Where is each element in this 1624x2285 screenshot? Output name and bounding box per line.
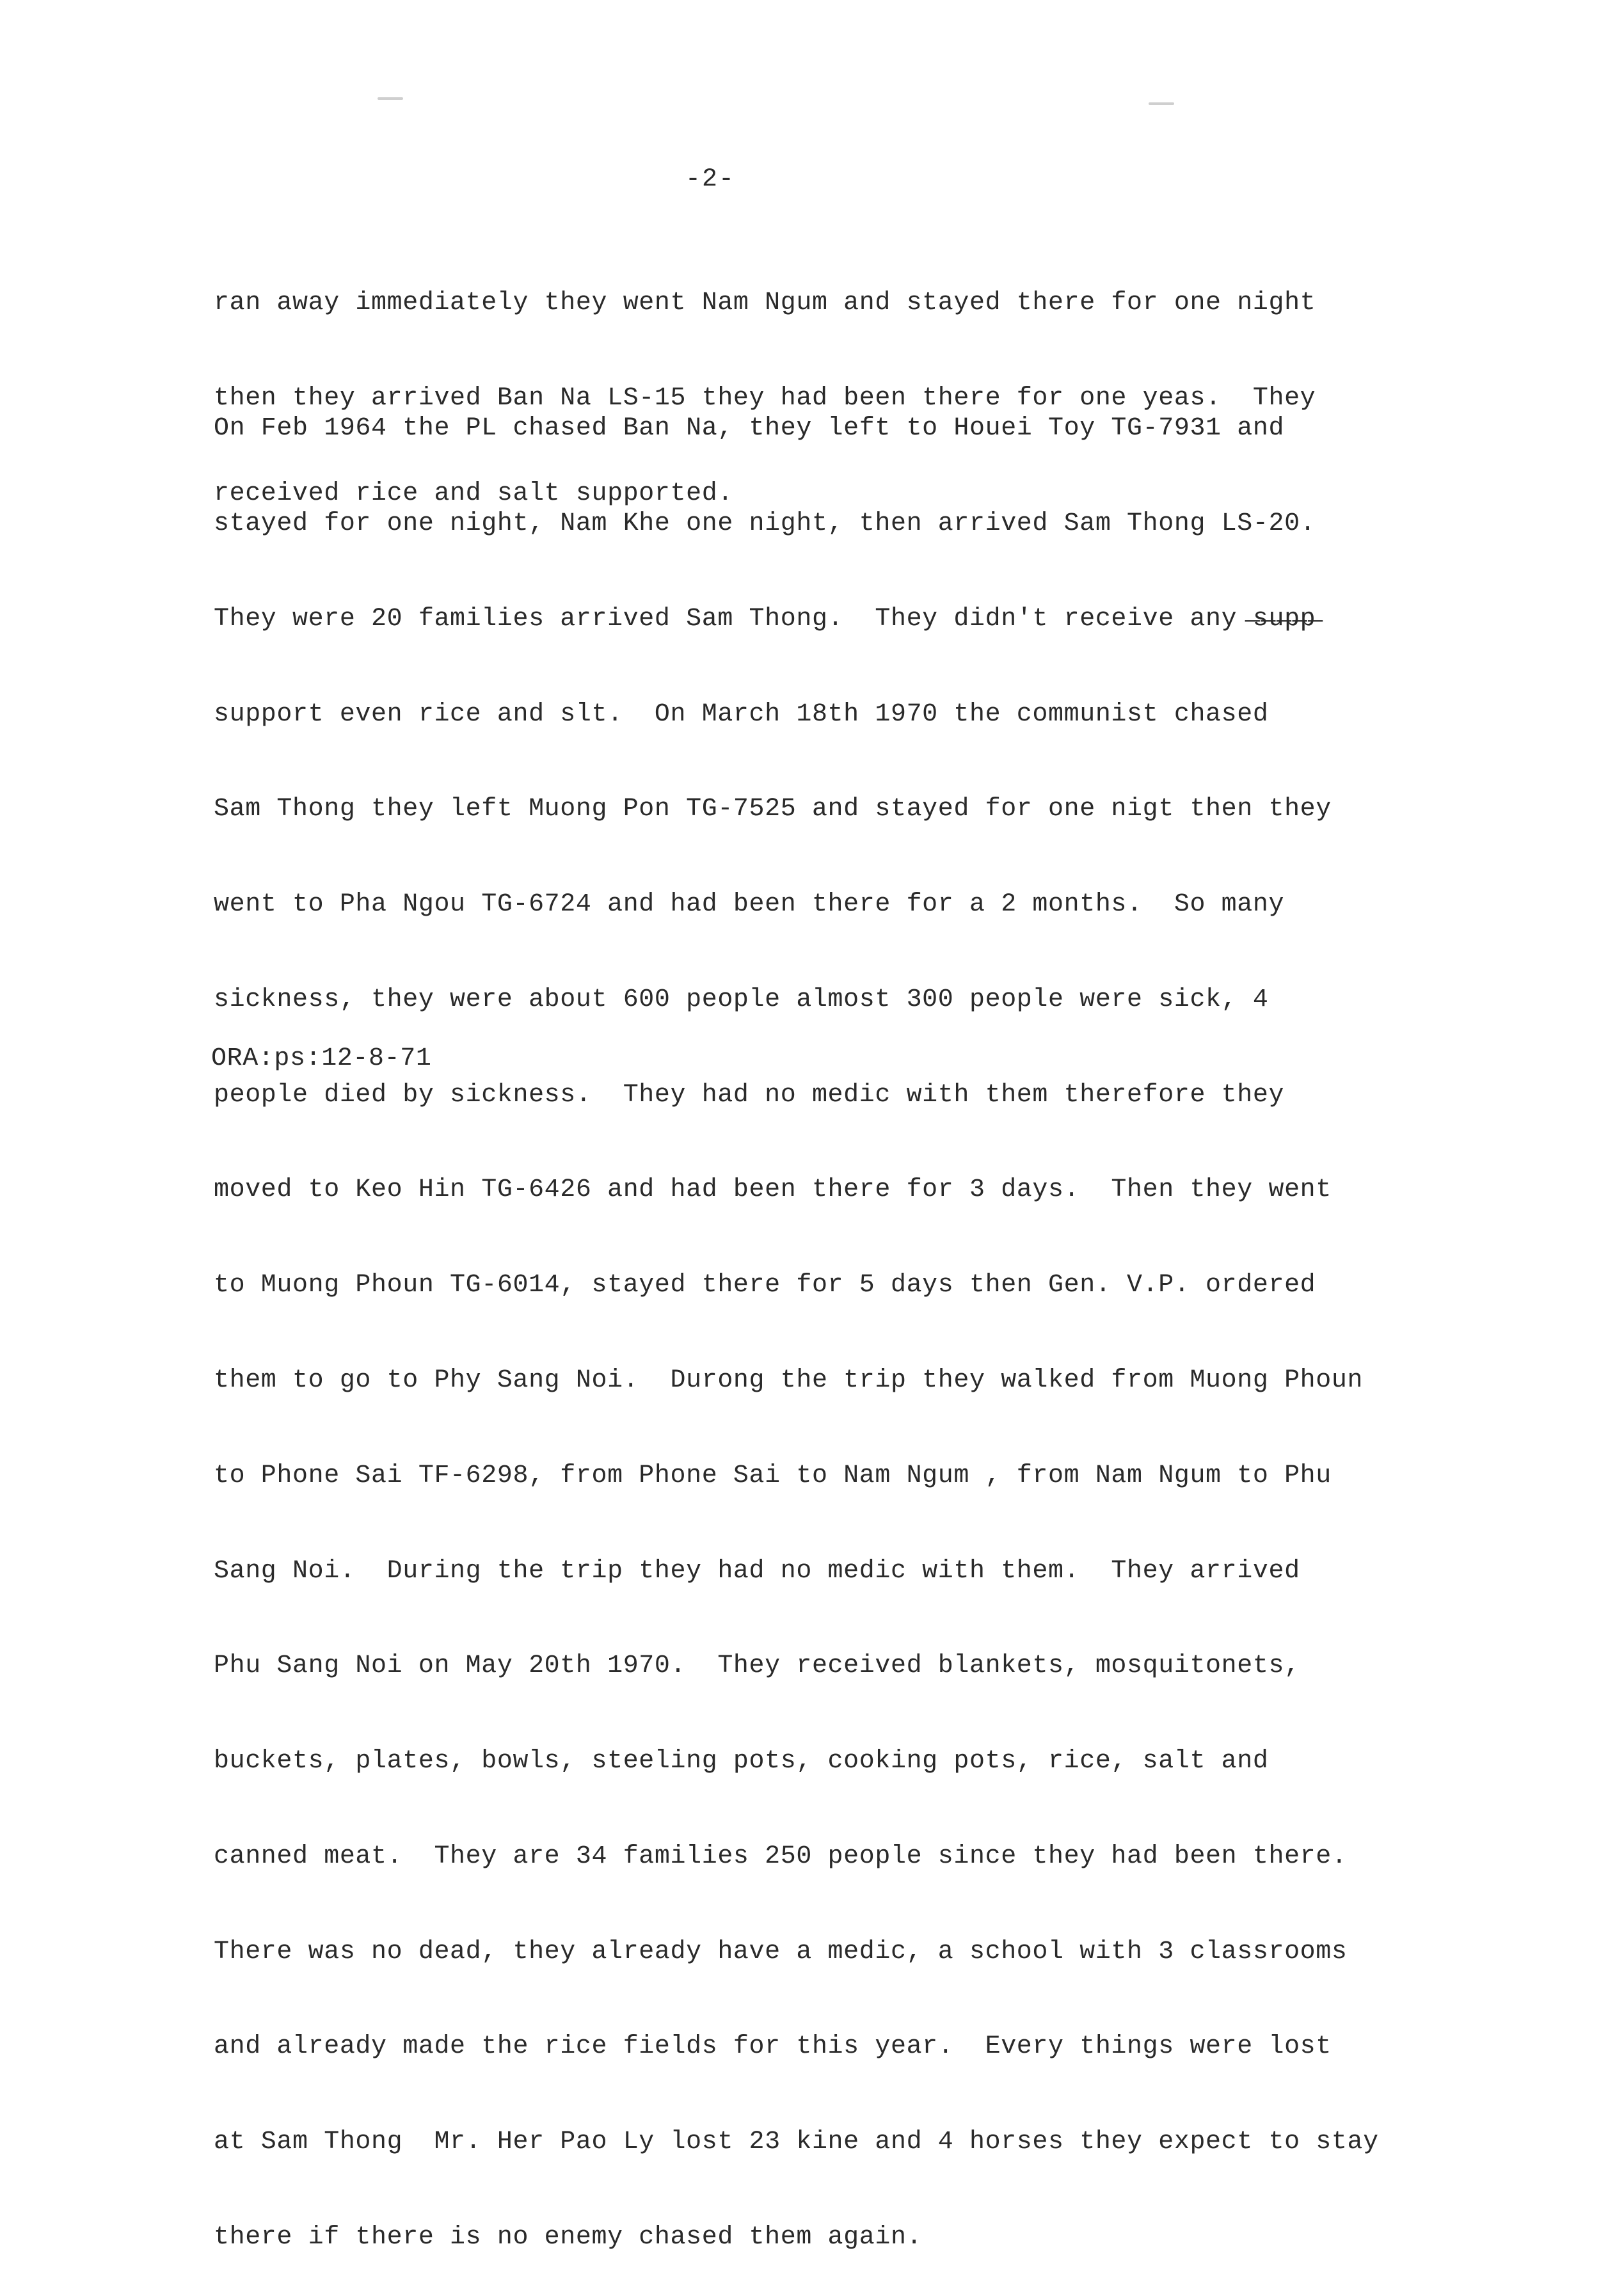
paragraph-2-line: there if there is no enemy chased them again.: [214, 2223, 923, 2252]
paragraph-1-line: ran away immediately they went Nam Ngum and stayed there for one night: [214, 289, 1316, 318]
paragraph-2-line: moved to Keo Hin TG-6426 and had been there for 3 days. Then they went: [214, 1175, 1332, 1205]
paragraph-2-line: them to go to Phy Sang Noi. Durong the trip they walked from Muong Phoun: [214, 1366, 1364, 1395]
paragraph-2-line: to Muong Phoun TG-6014, stayed there for 5 days then Gen. V.P. ordered: [214, 1271, 1316, 1300]
paragraph-1-line: received rice and salt supported.: [214, 479, 733, 508]
paragraph-2-line: people died by sickness. They had no medic with them therefore they: [214, 1080, 1285, 1110]
page-number: -2-: [685, 165, 735, 194]
reference-line: ORA:ps:12-8-71: [211, 1044, 432, 1073]
paragraph-2-line: sickness, they were about 600 people almost 300 people were sick, 4: [214, 985, 1269, 1014]
paragraph-2-line: went to Pha Ngou TG-6724 and had been there for a 2 months. So many: [214, 890, 1285, 920]
paragraph-2: [214, 349, 1429, 2285]
paragraph-2-line: at Sam Thong Mr. Her Pao Ly lost 23 kine and 4 horses they expect to stay: [214, 2128, 1379, 2157]
paragraph-2-line: stayed for one night, Nam Khe one night, then arrived Sam Thong LS-20.: [214, 509, 1316, 538]
paragraph-2-line: canned meat. They are 34 families 250 people since they had been there.: [214, 1842, 1348, 1871]
paragraph-2-line: Sang Noi. During the trip they had no medic with them. They arrived: [214, 1556, 1300, 1586]
paragraph-2-line: There was no dead, they already have a medic, a school with 3 classrooms: [214, 1937, 1348, 1966]
paragraph-2-line: They were 20 families arrived Sam Thong. They didn't receive any ̶s̶u̶p̶p̶: [214, 604, 1316, 633]
paragraph-2-line: On Feb 1964 the PL chased Ban Na, they left to Houei Toy TG-7931 and: [214, 414, 1285, 443]
paragraph-2-line: Sam Thong they left Muong Pon TG-7525 and stayed for one nigt then they: [214, 795, 1332, 824]
paragraph-2-line: support even rice and slt. On March 18th 1970 the communist chased: [214, 699, 1269, 729]
scan-artifact-left: [378, 97, 403, 100]
paragraph-2-line: to Phone Sai TF-6298, from Phone Sai to Nam Ngum , from Nam Ngum to Phu: [214, 1461, 1332, 1490]
paragraph-1-line: then they arrived Ban Na LS-15 they had been there for one yeas. They: [214, 383, 1316, 413]
scan-artifact-right: [1149, 102, 1174, 105]
paragraph-2-line: buckets, plates, bowls, steeling pots, cooking pots, rice, salt and: [214, 1747, 1269, 1776]
paragraph-2-line: Phu Sang Noi on May 20th 1970. They received blankets, mosquitonets,: [214, 1652, 1300, 1681]
paragraph-2-line: and already made the rice fields for this year. Every things were lost: [214, 2032, 1332, 2062]
